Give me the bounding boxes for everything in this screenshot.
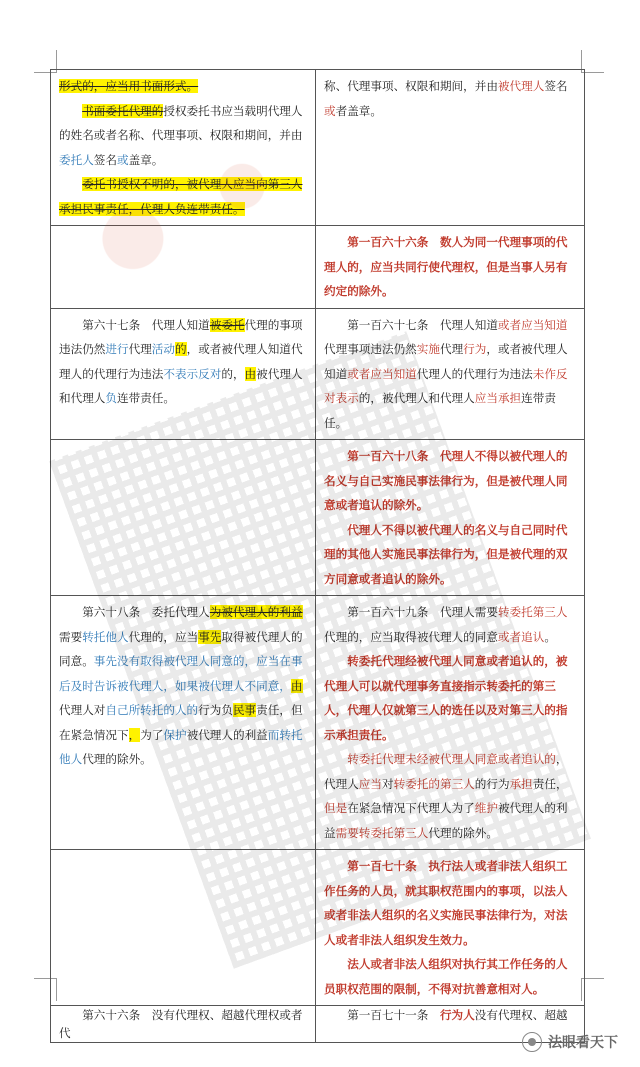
new-law-cell: 第一百七十条 执行法人或者非法人组织工作任务的人员，就其职权范围内的事项，以法人或者非法人组织的名义实施民事法律行为，对法人或者非法人组织发生效力。 法人或者非法人组织对执行其工作任务的人员职权范围的限制，不得对抗善意相对人。: [316, 850, 585, 1006]
old-law-cell: [51, 226, 316, 309]
wechat-icon: [522, 1032, 542, 1052]
table-row: [51, 596, 585, 850]
new-law-cell: 称、代理事项、权限和期间，并由被代理人签名或者盖章。: [316, 70, 585, 226]
new-law-cell: 第一百六十七条 代理人知道或者应当知道代理事项违法仍然实施代理行为，或者被代理人知道或者应当知道代理人的代理行为违法未作反对表示的，被代理人和代理人应当承担连带责任。: [316, 308, 585, 440]
comparison-table: [50, 69, 585, 1043]
table-row: [51, 70, 585, 226]
table-row: [51, 226, 585, 309]
new-law-cell: 第一百六十六条 数人为同一代理事项的代理人的，应当共同行使代理权，但是当事人另有约定的除外。: [316, 226, 585, 309]
new-law-cell: 第一百六十九条 代理人需要转委托第三人代理的，应当取得被代理人的同意或者追认。 转委托代理经被代理人同意或者追认的，被代理人可以就代理事务直接指示转委托的第三人，代理人仅就第三人的选任以及对第三人的指示承担责任。 转委托代理未经被代理人同意或者追认的，代理人应当对转委托的第三人的行为承担责任，但是在紧急情况下代理人为了维护被代理人的利益需要转委托第三人代理的除外。: [316, 596, 585, 850]
new-law-cell: 第一百六十八条 代理人不得以被代理人的名义与自己实施民事法律行为，但是被代理人同意或者追认的除外。 代理人不得以被代理人的名义与自己同时代理的其他人实施民事法律行为，但是被代理的双方同意或者追认的除外。: [316, 440, 585, 596]
old-law-cell: 形式的，应当用书面形式。 书面委托代理的授权委托书应当载明代理人的姓名或者名称、代理事项、权限和期间，并由委托人签名或盖章。 委托书授权不明的，被代理人应当向第三人承担民事责任，代理人负连带责任。: [51, 70, 316, 226]
table-row: [51, 1006, 585, 1043]
table-row: [51, 440, 585, 596]
old-law-cell: 第六十七条 代理人知道被委托代理的事项违法仍然进行代理活动的，或者被代理人知道代理人的代理行为违法不表示反对的，由被代理人和代理人负连带责任。: [51, 308, 316, 440]
old-law-cell: [51, 440, 316, 596]
footer-logo: [522, 1032, 618, 1052]
table-row: [51, 850, 585, 1006]
new-law-cell: 第一百七十一条 行为人没有代理权、超越: [316, 1006, 585, 1043]
old-law-cell: [51, 850, 316, 1006]
table-row: [51, 308, 585, 440]
old-law-cell: 第六十六条 没有代理权、超越代理权或者代: [51, 1006, 316, 1043]
logo-text: 法眼看天下: [548, 1035, 618, 1051]
old-law-cell: 第六十八条 委托代理人为被代理人的利益需要转托他人代理的，应当事先取得被代理人的同意。事先没有取得被代理人同意的，应当在事后及时告诉被代理人，如果被代理人不同意，由代理人对自己所转托的人的行为负民事责任，但在紧急情况下，为了保护被代理人的利益而转托他人代理的除外。: [51, 596, 316, 850]
